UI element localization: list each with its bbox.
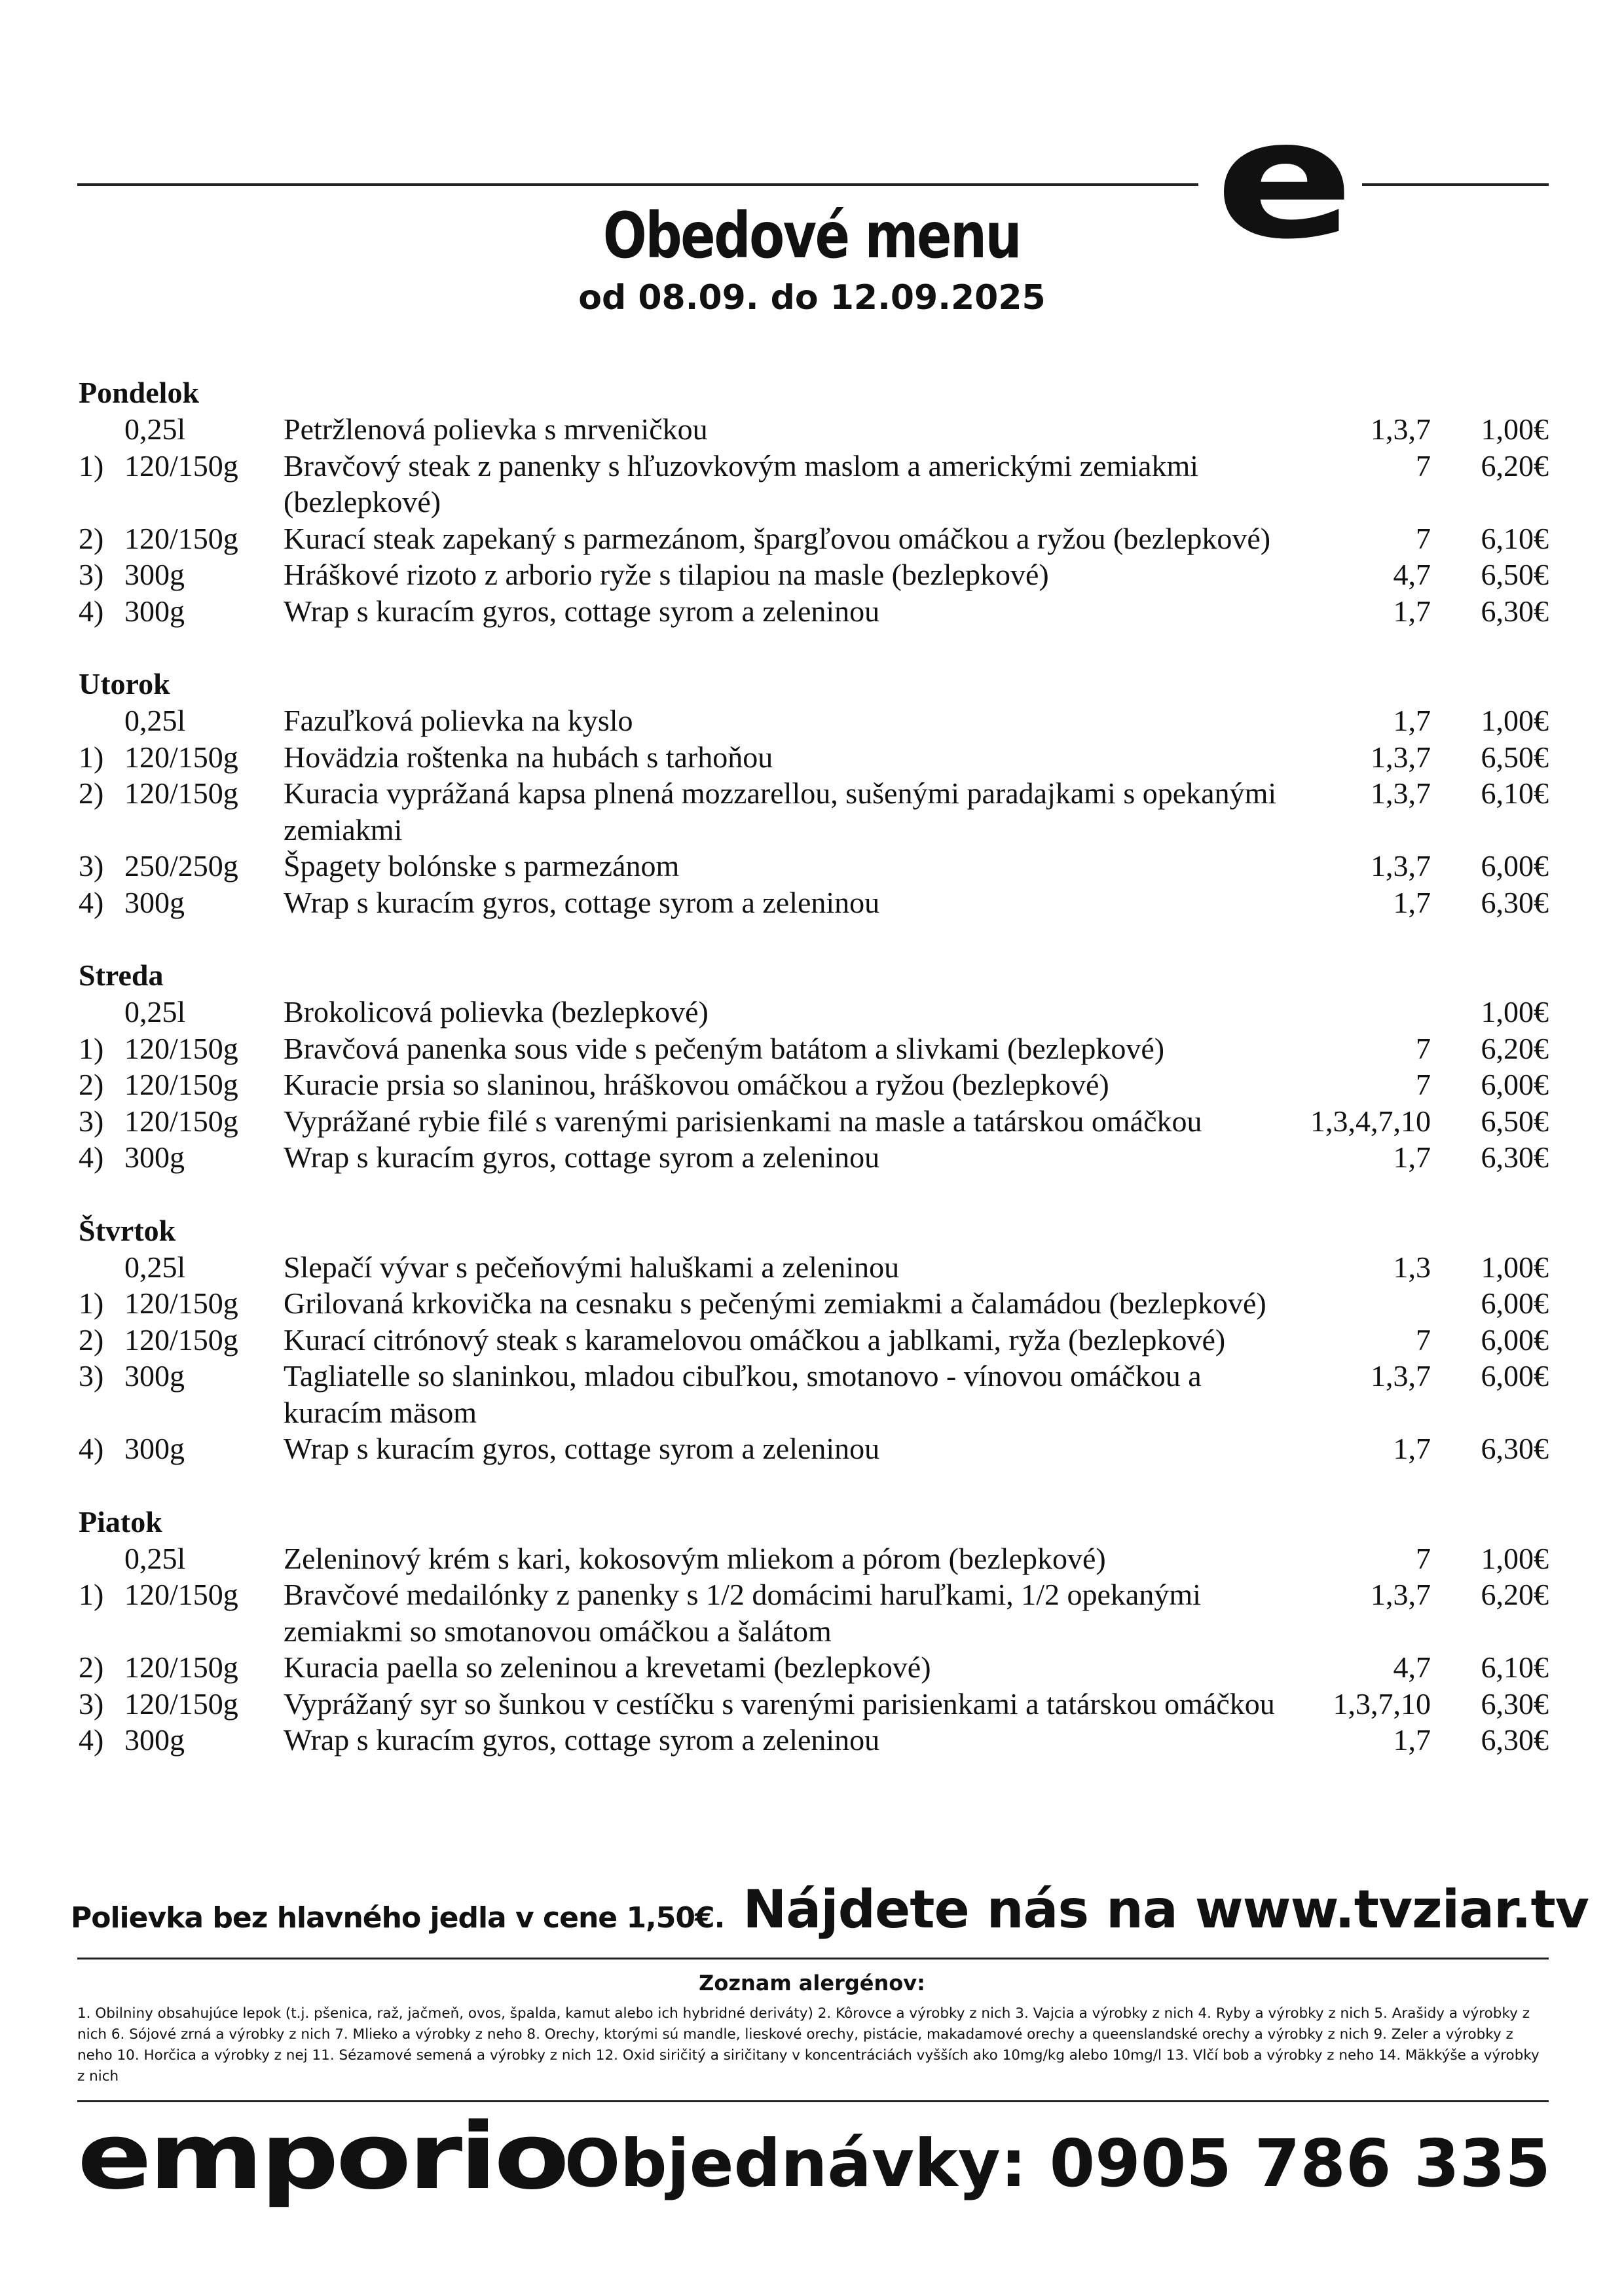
item-dish: Hovädzia roštenka na hubách s tarhoňou (284, 740, 773, 774)
item-price: 6,00€ (1481, 1286, 1549, 1320)
menu-item (79, 1649, 1549, 1686)
item-price: 6,30€ (1481, 1686, 1549, 1721)
page-title: Obedové menu (603, 199, 1021, 272)
allergen-list-title: Zoznam alergénov: (699, 1971, 925, 1995)
item-number: 4) (79, 885, 104, 919)
item-portion: 0,25l (124, 704, 186, 737)
item-number (79, 1540, 124, 1577)
item-portion: 250/250g (124, 849, 238, 883)
menu-item (79, 1285, 1549, 1322)
item-portion: 120/150g (124, 740, 238, 774)
item-dish: Vyprážané rybie filé s varenými parisienkami na masle a tatárskou omáčkou (284, 1104, 1202, 1138)
item-number: 4) (79, 1432, 104, 1465)
item-number: 3) (79, 1686, 104, 1721)
item-portion: 120/150g (124, 1031, 238, 1065)
item-dish: Wrap s kuracím gyros, cottage syrom a zeleninou (284, 885, 880, 919)
soup-price-note: Polievka bez hlavného jedla v cene 1,50€. (71, 1901, 725, 1935)
menu-item (79, 1139, 1549, 1176)
item-dish: Wrap s kuracím gyros, cottage syrom a zeleninou (284, 1723, 880, 1757)
item-dish: Fazuľková polievka na kyslo (284, 704, 633, 737)
item-allergens: 1,3 (1393, 1250, 1431, 1284)
item-allergens: 1,7 (1393, 704, 1431, 737)
item-dish: Slepačí vývar s pečeňovými haluškami a zeleninou (284, 1250, 900, 1284)
item-dish: Zeleninový krém s kari, kokosovým mliekom a pórom (bezlepkové) (284, 1541, 1106, 1575)
menu-item (79, 1358, 1549, 1430)
item-allergens: 1,3,7 (1371, 412, 1431, 446)
item-portion: 120/150g (124, 776, 238, 810)
item-allergens (1287, 1285, 1431, 1322)
item-number: 1) (79, 1286, 104, 1320)
day-section (79, 666, 1549, 920)
header-rule-left (77, 183, 1198, 186)
menu-item (79, 1030, 1549, 1067)
menu-item (79, 775, 1549, 848)
menu-item (79, 1249, 1549, 1286)
item-price: 1,00€ (1481, 995, 1549, 1029)
day-name: Streda (79, 958, 164, 992)
item-price: 1,00€ (1481, 704, 1549, 737)
menu-item (79, 1576, 1549, 1649)
item-dish: Wrap s kuracím gyros, cottage syrom a zeleninou (284, 594, 880, 628)
menu-item (79, 448, 1549, 520)
item-allergens: 7 (1416, 1322, 1431, 1357)
item-portion: 0,25l (124, 1250, 186, 1284)
item-dish: Kuracia vyprážaná kapsa plnená mozzarellou, sušenými paradajkami s opekanými zemiakmi (284, 776, 1277, 847)
day-section (79, 1504, 1549, 1758)
brand-logo-e: e (1215, 84, 1354, 275)
item-allergens: 1,7 (1393, 885, 1431, 919)
item-number: 1) (79, 1031, 104, 1065)
item-number (79, 1249, 124, 1286)
item-allergens: 4,7 (1393, 558, 1431, 591)
item-portion: 300g (124, 1140, 185, 1174)
item-price: 6,50€ (1481, 558, 1549, 591)
item-dish: Kuracia paella so zeleninou a krevetami (bezlepkové) (284, 1650, 931, 1684)
allergen-list: 1. Obilniny obsahujúce lepok (t.j. pšenica, raž, jačmeň, ovos, špalda, kamut alebo ich hybridné deriváty) 2. Kôrovce a výrobky z nich 3. Vajcia a výrobky z nich 4. Ryby a výrobky z nich 5. Arašidy a výrobky z nich 6. Sójové zrná a výrobky z nich 7. Mlieko a výrobky z neho 8. Orechy, ktorými sú mandle, lieskové orechy, pistácie, makadamové orechy a queenslandské orechy a výrobky z nich 9. Zeler a výrobky z neho 10. Horčica a výrobky z nej 11. Sézamové semená a výrobky z nich 12. Oxid siričitý a siričitany v koncentráciách vyšších ako 10mg/kg alebo 10mg/l 13. Vlčí bob a výrobky z neho 14. Mäkkýše a výrobky z nich (77, 2005, 1540, 2085)
menu-item (79, 994, 1549, 1030)
item-dish: Wrap s kuracím gyros, cottage syrom a zeleninou (284, 1432, 880, 1465)
item-portion: 120/150g (124, 1322, 238, 1357)
item-allergens: 1,3,7 (1371, 1359, 1431, 1393)
item-price: 1,00€ (1481, 1541, 1549, 1575)
item-dish: Brokolicová polievka (bezlepkové) (284, 995, 709, 1029)
menu-item (79, 1430, 1549, 1467)
item-number: 2) (79, 521, 104, 555)
item-price: 6,50€ (1481, 740, 1549, 774)
item-dish: Tagliatelle so slaninkou, mladou cibuľkou, smotanovo - vínovou omáčkou a kuracím mäsom (284, 1359, 1202, 1429)
item-number: 4) (79, 1723, 104, 1757)
item-dish: Bravčový steak z panenky s hľuzovkovým maslom a americkými zemiakmi (bezlepkové) (284, 448, 1199, 519)
item-portion: 120/150g (124, 1650, 238, 1684)
item-price: 6,30€ (1481, 594, 1549, 628)
item-number (79, 411, 124, 448)
item-price: 1,00€ (1481, 412, 1549, 446)
item-allergens: 1,3,7 (1371, 740, 1431, 774)
item-dish: Kurací citrónový steak s karamelovou omáčkou a jablkami, ryža (bezlepkové) (284, 1322, 1226, 1357)
footer-notes (71, 1879, 1589, 1940)
item-number: 1) (79, 1578, 104, 1611)
item-portion: 120/150g (124, 1686, 238, 1721)
item-portion: 120/150g (124, 448, 238, 483)
item-portion: 300g (124, 1432, 185, 1465)
day-section (79, 1212, 1549, 1467)
item-number: 2) (79, 1322, 104, 1357)
item-allergens: 7 (1416, 1068, 1431, 1101)
menu-item (79, 1103, 1549, 1140)
menu-item (79, 556, 1549, 593)
item-allergens: 7 (1416, 1031, 1431, 1065)
item-allergens: 7 (1416, 1541, 1431, 1575)
item-portion: 0,25l (124, 412, 186, 446)
item-dish: Bravčové medailónky z panenky s 1/2 domácimi haruľkami, 1/2 opekanými zemiakmi so smotanovou omáčkou a šalátom (284, 1578, 1201, 1648)
item-portion: 0,25l (124, 1541, 186, 1575)
item-price: 6,20€ (1481, 1578, 1549, 1611)
menu-item (79, 739, 1549, 776)
item-price: 6,30€ (1481, 1432, 1549, 1465)
footer-rule-bottom (77, 2100, 1549, 2102)
item-allergens: 1,3,7,10 (1333, 1686, 1431, 1721)
item-price: 6,30€ (1481, 885, 1549, 919)
item-price: 6,10€ (1481, 1650, 1549, 1684)
item-dish: Kuracie prsia so slaninou, hráškovou omáčkou a ryžou (bezlepkové) (284, 1068, 1109, 1101)
item-number: 2) (79, 776, 104, 810)
item-price: 6,00€ (1481, 1068, 1549, 1101)
item-allergens: 1,3,7 (1371, 849, 1431, 883)
item-price: 6,30€ (1481, 1723, 1549, 1757)
item-portion: 120/150g (124, 1286, 238, 1320)
item-price: 6,30€ (1481, 1140, 1549, 1174)
item-dish: Bravčová panenka sous vide s pečeným batátom a slivkami (bezlepkové) (284, 1031, 1165, 1065)
menu-item (79, 1722, 1549, 1758)
menu-item (79, 411, 1549, 448)
day-section (79, 374, 1549, 629)
item-dish: Vyprážaný syr so šunkou v cestíčku s varenými parisienkami a tatárskou omáčkou (284, 1686, 1275, 1721)
item-price: 6,00€ (1481, 1359, 1549, 1393)
menu-item (79, 884, 1549, 921)
menu-item (79, 702, 1549, 739)
website-note: Nájdete nás na www.tvziar.tv (743, 1879, 1589, 1940)
item-allergens: 1,7 (1393, 1432, 1431, 1465)
day-section (79, 957, 1549, 1176)
item-portion: 300g (124, 1359, 185, 1393)
item-allergens: 1,7 (1393, 594, 1431, 628)
date-range: od 08.09. do 12.09.2025 (578, 278, 1046, 318)
menu-item (79, 1686, 1549, 1722)
item-number: 1) (79, 740, 104, 774)
order-phone: Objednávky: 0905 786 335 (564, 2125, 1551, 2202)
item-allergens: 1,3,7 (1371, 1578, 1431, 1611)
menu-item (79, 593, 1549, 630)
item-price: 6,00€ (1481, 849, 1549, 883)
item-portion: 300g (124, 558, 185, 591)
item-dish: Grilovaná krkovička na cesnaku s pečenými zemiakmi a čalamádou (bezlepkové) (284, 1286, 1266, 1320)
item-allergens: 1,3,7 (1371, 776, 1431, 810)
item-portion: 300g (124, 885, 185, 919)
item-portion: 0,25l (124, 995, 186, 1029)
item-number: 3) (79, 849, 104, 883)
item-allergens: 4,7 (1393, 1650, 1431, 1684)
item-price: 6,00€ (1481, 1322, 1549, 1357)
item-price: 1,00€ (1481, 1250, 1549, 1284)
menu-item (79, 1066, 1549, 1103)
day-name: Štvrtok (79, 1213, 176, 1247)
item-allergens: 1,3,4,7,10 (1310, 1104, 1431, 1138)
item-number: 3) (79, 1359, 104, 1393)
item-number: 4) (79, 1140, 104, 1174)
item-portion: 300g (124, 594, 185, 628)
item-dish: Špagety bolónske s parmezánom (284, 849, 680, 883)
item-number: 1) (79, 448, 104, 483)
menu-item (79, 848, 1549, 884)
item-allergens: 1,7 (1393, 1723, 1431, 1757)
item-number: 2) (79, 1068, 104, 1101)
menu-item (79, 520, 1549, 557)
item-dish: Wrap s kuracím gyros, cottage syrom a zeleninou (284, 1140, 880, 1174)
brand-logo-emporio: emporio (77, 2104, 566, 2210)
item-dish: Hráškové rizoto z arborio ryže s tilapiou na masle (bezlepkové) (284, 558, 1049, 591)
item-number: 3) (79, 558, 104, 591)
item-dish: Kurací steak zapekaný s parmezánom, špargľovou omáčkou a ryžou (bezlepkové) (284, 521, 1271, 555)
item-allergens: 7 (1416, 448, 1431, 483)
item-price: 6,20€ (1481, 1031, 1549, 1065)
item-allergens (1287, 994, 1431, 1030)
item-allergens: 1,7 (1393, 1140, 1431, 1174)
item-number: 4) (79, 594, 104, 628)
item-number (79, 702, 124, 739)
item-portion: 120/150g (124, 1578, 238, 1611)
item-dish: Petržlenová polievka s mrveničkou (284, 412, 708, 446)
item-number: 2) (79, 1650, 104, 1684)
header-rule-right (1362, 183, 1549, 186)
item-portion: 120/150g (124, 1104, 238, 1138)
item-number: 3) (79, 1104, 104, 1138)
menu-item (79, 1540, 1549, 1577)
weekly-menu (79, 374, 1549, 1795)
item-price: 6,10€ (1481, 521, 1549, 555)
item-price: 6,50€ (1481, 1104, 1549, 1138)
item-number (79, 994, 124, 1030)
item-portion: 300g (124, 1723, 185, 1757)
footer-rule-top (77, 1958, 1549, 1959)
item-portion: 120/150g (124, 521, 238, 555)
item-allergens: 7 (1416, 521, 1431, 555)
item-portion: 120/150g (124, 1068, 238, 1101)
day-name: Utorok (79, 667, 170, 701)
day-name: Pondelok (79, 376, 200, 409)
item-price: 6,10€ (1481, 776, 1549, 810)
item-price: 6,20€ (1481, 448, 1549, 483)
menu-item (79, 1322, 1549, 1358)
day-name: Piatok (79, 1504, 162, 1539)
